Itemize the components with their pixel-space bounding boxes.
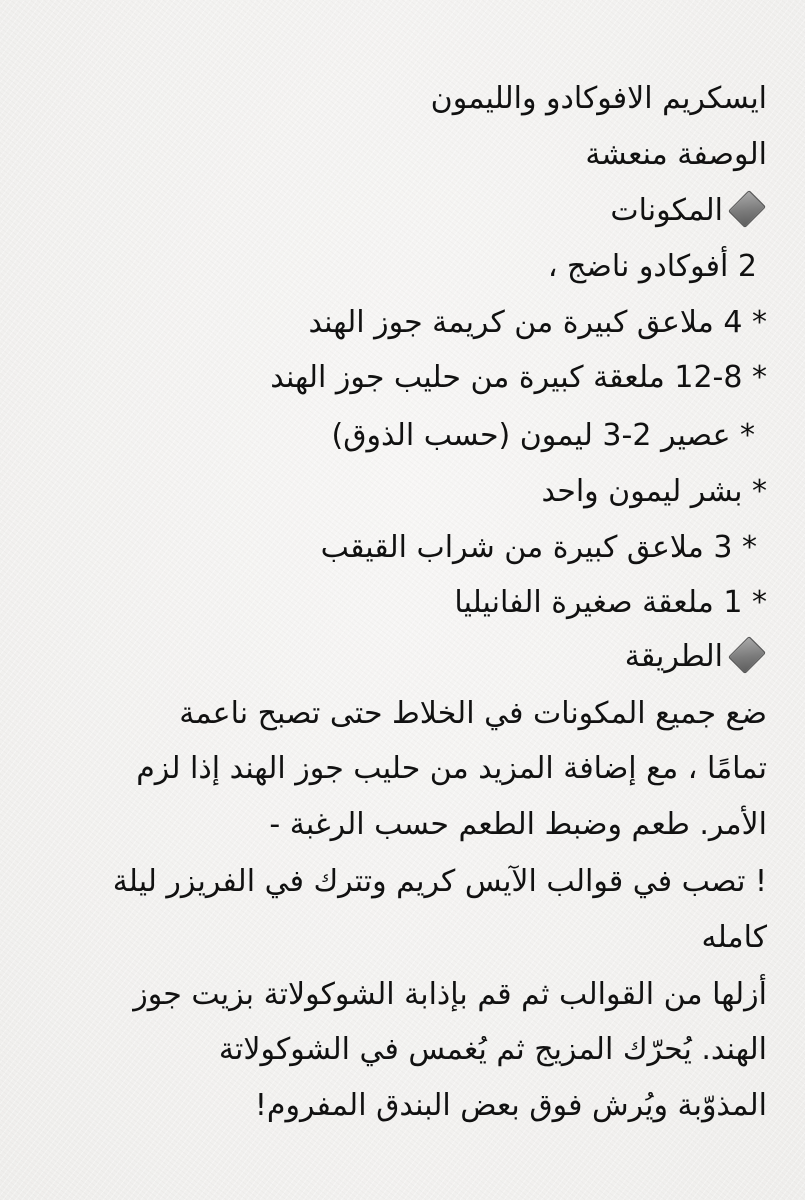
method-line: كامله bbox=[701, 920, 767, 955]
method-heading: الطريقة bbox=[624, 639, 723, 674]
method-line: الهند. يُحرّك المزيج ثم يُغمس في الشوكولاتة bbox=[218, 1032, 767, 1067]
method-heading-row bbox=[625, 631, 767, 683]
grey-diamond-icon bbox=[728, 189, 766, 227]
ingredient-item: * 12-8 ملعقة كبيرة من حليب جوز الهند bbox=[270, 360, 767, 395]
ingredient-item: * 1 ملعقة صغيرة الفانيليا bbox=[454, 585, 767, 620]
ingredient-item: 2 أفوكادو ناضج ، bbox=[547, 249, 757, 284]
method-line: تمامًا ، مع إضافة المزيد من حليب جوز الهند إذا لزم bbox=[136, 751, 767, 786]
ingredient-item: * 3 ملاعق كبيرة من شراب القيقب bbox=[320, 530, 757, 565]
method-line: المذوّبة ويُرش فوق بعض البندق المفروم! bbox=[254, 1088, 767, 1123]
method-line: ضع جميع المكونات في الخلاط حتى تصبح ناعمة bbox=[179, 696, 767, 731]
grey-diamond-icon bbox=[728, 635, 766, 673]
ingredient-item: * بشر ليمون واحد bbox=[541, 474, 767, 509]
ingredients-heading: المكونات bbox=[610, 193, 723, 228]
method-line: أزلها من القوالب ثم قم بإذابة الشوكولاتة بزيت جوز bbox=[133, 977, 767, 1012]
ingredients-heading-row bbox=[610, 185, 767, 237]
recipe-title: ايسكريم الافوكادو والليمون bbox=[430, 81, 767, 116]
ingredient-item: * 4 ملاعق كبيرة من كريمة جوز الهند bbox=[308, 305, 767, 340]
method-line: الأمر. طعم وضبط الطعم حسب الرغبة - bbox=[269, 807, 767, 842]
recipe-subtitle: الوصفة منعشة bbox=[585, 137, 767, 172]
method-line: ! تصب في قوالب الآيس كريم وتترك في الفريزر ليلة bbox=[112, 864, 767, 899]
ingredient-item: * عصير 2-3 ليمون (حسب الذوق) bbox=[331, 418, 755, 453]
